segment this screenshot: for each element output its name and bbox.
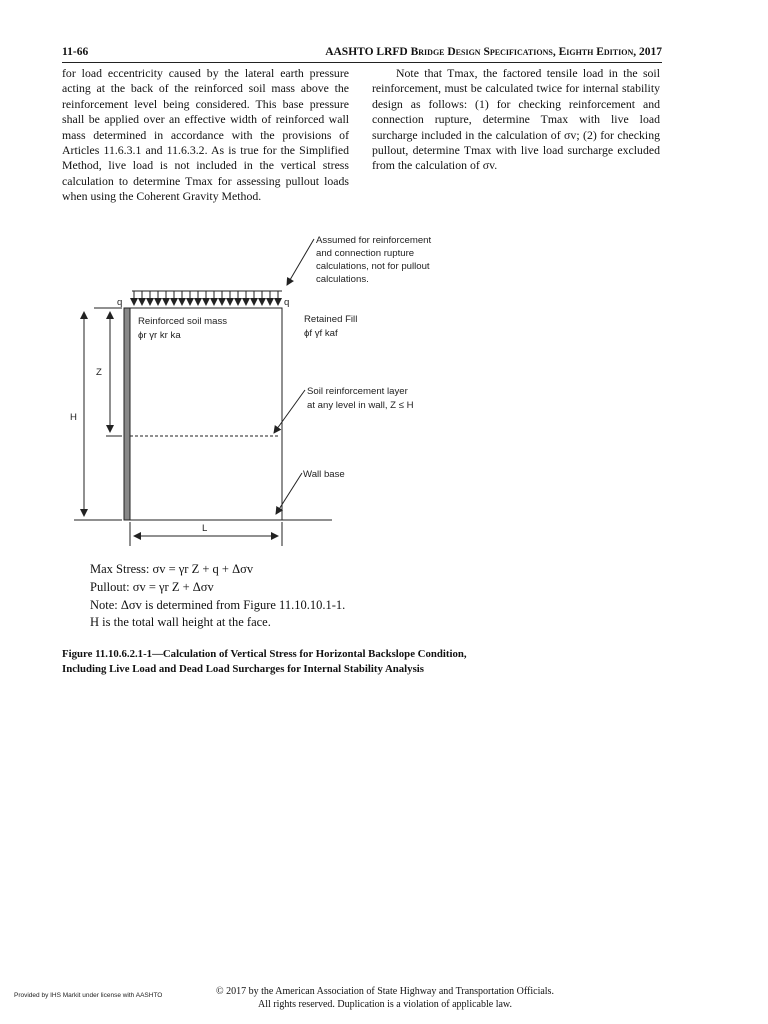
reinforced-params: ϕr γr kr ka [138, 330, 181, 341]
wall-facing [124, 308, 130, 520]
svg-text:calculations, not for pullout: calculations, not for pullout [316, 261, 430, 272]
surcharge-arrows [132, 291, 282, 305]
svg-text:Wall base: Wall base [303, 469, 345, 480]
right-paragraph: Note that Tmax, the factored tensile load in the soil reinforcement, must be calculated twice for internal stability design as follows: (1) for checking reinforcement and connection rupture, determine Tmax with live load surcharge included in the calculation of σv; (2) for checking pullout, determine Tmax with live load surcharge excluded from the calculation of σv. [372, 66, 660, 173]
q-left-label: q [117, 297, 123, 308]
equations [90, 561, 510, 632]
svg-text:calculations.: calculations. [316, 274, 369, 285]
svg-text:and connection rupture: and connection rupture [316, 248, 415, 259]
height-note: H is the total wall height at the face. [90, 615, 271, 630]
copyright-line-2: All rights reserved. Duplication is a violation of applicable law. [257, 998, 512, 1010]
left-column [62, 66, 349, 205]
h-dimension [74, 312, 122, 520]
retained-params: ϕf γf kaf [304, 328, 338, 339]
page-number: 11-66 [62, 46, 89, 58]
wall-diagram [62, 228, 502, 558]
delta-note: Note: Δσv is determined from Figure 11.10.10.1-1. [90, 597, 346, 612]
layer-annotation [274, 386, 414, 433]
pullout-equation: Pullout: σv = γr Z + Δσv [90, 579, 214, 594]
copyright-line-1: © 2017 by the American Association of State Highway and Transportation Officials. [216, 986, 554, 997]
svg-text:at any level in wall, Z ≤ H: at any level in wall, Z ≤ H [307, 400, 414, 411]
retained-label: Retained Fill [304, 314, 358, 325]
z-label: Z [96, 367, 102, 378]
h-label: H [70, 412, 77, 423]
max-stress-equation: Max Stress: σv = γr Z + q + Δσv [90, 562, 254, 576]
right-column [372, 66, 660, 174]
figure-caption [62, 647, 602, 676]
page-header [62, 44, 662, 63]
wall-base-annotation [276, 469, 345, 514]
q-right-label: q [284, 297, 290, 308]
annotation-top [287, 235, 432, 285]
caption-line-1: Figure 11.10.6.2.1-1—Calculation of Vertical Stress for Horizontal Backslope Condition, [62, 648, 467, 660]
left-paragraph: for load eccentricity caused by the lateral earth pressure acting at the back of the reinforced soil mass above the reinforcement level being considered. This base pressure shall be applied over an effective width of reinforced wall mass determined in accordance with the provisions of Articles 11.6.3.1 and 11.6.3.2. As is true for the Simplified Method, live load is not included in the vertical stress calculation to determine Tmax for assessing pullout loads when using the Coherent Gravity Method. [62, 66, 349, 204]
running-title: AASHTO LRFD Bridge Design Specifications, Eighth Edition, 2017 [325, 46, 662, 58]
caption-line-2: Including Live Load and Dead Load Surcharges for Internal Stability Analysis [62, 662, 424, 675]
svg-text:Assumed for reinforcement: Assumed for reinforcement [316, 235, 432, 246]
svg-text:Soil reinforcement layer: Soil reinforcement layer [307, 386, 408, 397]
provided-by: Provided by IHS Markit under license with AASHTO [14, 992, 163, 999]
copyright [200, 986, 570, 1011]
reinforced-label: Reinforced soil mass [138, 316, 228, 327]
l-label: L [202, 523, 208, 534]
